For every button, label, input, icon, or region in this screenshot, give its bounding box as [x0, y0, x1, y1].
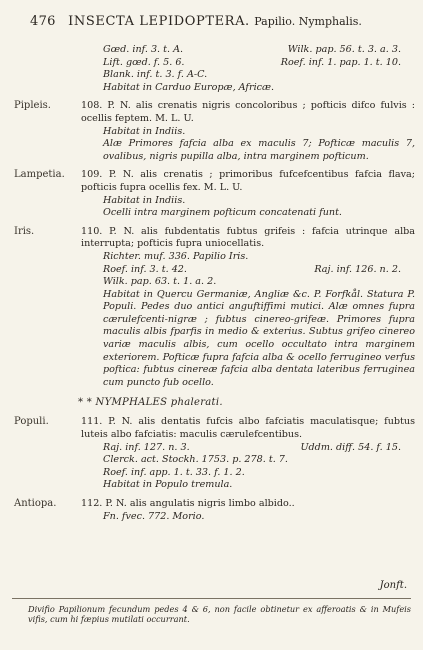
species-description: 111. P. N. alis dentatis fufcis albo fafciatis maculatisque; fubtus luteis albo fafciatis: maculis cærulefcentibus.	[81, 416, 415, 441]
section-heading: * * NYMPHALES phalerati.	[78, 397, 223, 409]
habitat-line: Habitat in Indiis.	[103, 194, 186, 206]
reference-line	[81, 264, 415, 277]
margin-species-name: Iris.	[14, 225, 35, 237]
reference-line: Roef. inf. app. 1. t. 33. f. 1. 2.	[103, 466, 245, 478]
margin-species-name: Pipleis.	[14, 100, 51, 112]
reference-right: Wilk. pap. 56. t. 3. a. 3.	[287, 44, 401, 55]
running-header	[30, 14, 413, 29]
reference-line	[81, 44, 415, 57]
footnote: Divifio Papilionum fecundum pedes 4 & 6, non facile obtinetur ex afferoatis & in Mufeis vifis, cum hi fæpius mutilati occurrant.	[28, 604, 411, 625]
species-note: Habitat in Quercu Germaniæ, Angliæ &c. P. Forfkål. Statura P. Populi. Pedes duo antici anguftiffimi mutici. Alæ omnes fupra cærulefcenti-nigræ ; fubtus cinereo-grifeæ. Primores fupra maculis albis fparfis in medio & exterius. Subtus grifeo cinereo variæ maculis albis, cum ocello occultato intra marginem exteriorem. Pofticæ fupra fafcia alba & ocello ferrugineo verfus poftica: fubtus cinereæ fafcia alba dentata lateribus ferruginea cum puncto fub ocello.	[103, 288, 415, 388]
reference-line: Clerck. act. Stockh. 1753. p. 278. t. 7.	[103, 454, 288, 466]
reference-line	[81, 442, 415, 455]
species-description: 110. P. N. alis fubdentatis fubtus grifeis : fafcia utrinque alba interrupta; pofticis fupra uniocellatis.	[81, 225, 415, 250]
species-description: 112. P. N. alis angulatis nigris limbo albido..	[81, 498, 295, 509]
reference-line	[81, 57, 415, 70]
reference-left: Gœd. inf. 3. t. A.	[103, 44, 184, 55]
species-description: 109. P. N. alis crenatis ; primoribus fufcefcentibus fafcia flava; pofticis fupra ocellis fex. M. L. U.	[81, 169, 415, 193]
page-title: INSECTA LEPIDOPTERA.	[68, 14, 250, 29]
reference-line: Wilk. pap. 63. t. 1. a. 2.	[103, 276, 217, 288]
margin-species-name: Antiopa.	[14, 498, 57, 509]
reference-right: Uddm. diff. 54. f. 15.	[300, 441, 401, 453]
species-note: Alæ Primores fafcia alba ex maculis 7; Pofticæ maculis 7, ovalibus, nigris pupilla alba, intra marginem pofticum.	[103, 138, 415, 162]
species-entry-lampetia	[0, 169, 423, 219]
page-subtitle: Papilio. Nymphalis.	[254, 15, 362, 28]
habitat-line: Habitat in Indiis.	[103, 125, 186, 137]
entry-continued	[0, 44, 423, 94]
page-number: 476	[30, 14, 56, 29]
margin-species-name: Populi.	[14, 416, 49, 428]
reference-line: Richter. muf. 336. Papilio Iris.	[103, 250, 249, 262]
reference-left: Roef. inf. 3. t. 42.	[103, 263, 187, 275]
reference-line: Blank. inf. t. 3. f. A-C.	[103, 69, 208, 81]
habitat-line: Habitat in Carduo Europæ, Africæ.	[103, 81, 275, 93]
reference-right: Roef. inf. 1. pap. 1. t. 10.	[280, 56, 401, 68]
habitat-line: Habitat in Populo tremula.	[103, 479, 233, 491]
species-entry-iris	[0, 226, 423, 390]
entries-column	[0, 44, 423, 529]
species-entry-antiopa	[0, 498, 423, 523]
reference-left: Lift. gœd. f. 5. 6.	[103, 56, 185, 68]
catchword: Jonft.	[379, 580, 407, 591]
species-description: 108. P. N. alis crenatis nigris concoloribus ; pofticis difco fulvis : ocellis feptem. M. L. U.	[81, 100, 415, 124]
reference-line: Fn. fvec. 772. Morio.	[103, 510, 205, 522]
reference-right: Raj. inf. 126. n. 2.	[314, 263, 401, 275]
species-entry-pipleis	[0, 100, 423, 163]
reference-left: Raj. inf. 127. n. 3.	[103, 441, 190, 453]
footnote-rule	[12, 598, 411, 599]
species-entry-populi	[0, 416, 423, 492]
species-note: Ocelli intra marginem pofticum concatenati funt.	[103, 207, 342, 219]
margin-species-name: Lampetia.	[14, 169, 65, 181]
